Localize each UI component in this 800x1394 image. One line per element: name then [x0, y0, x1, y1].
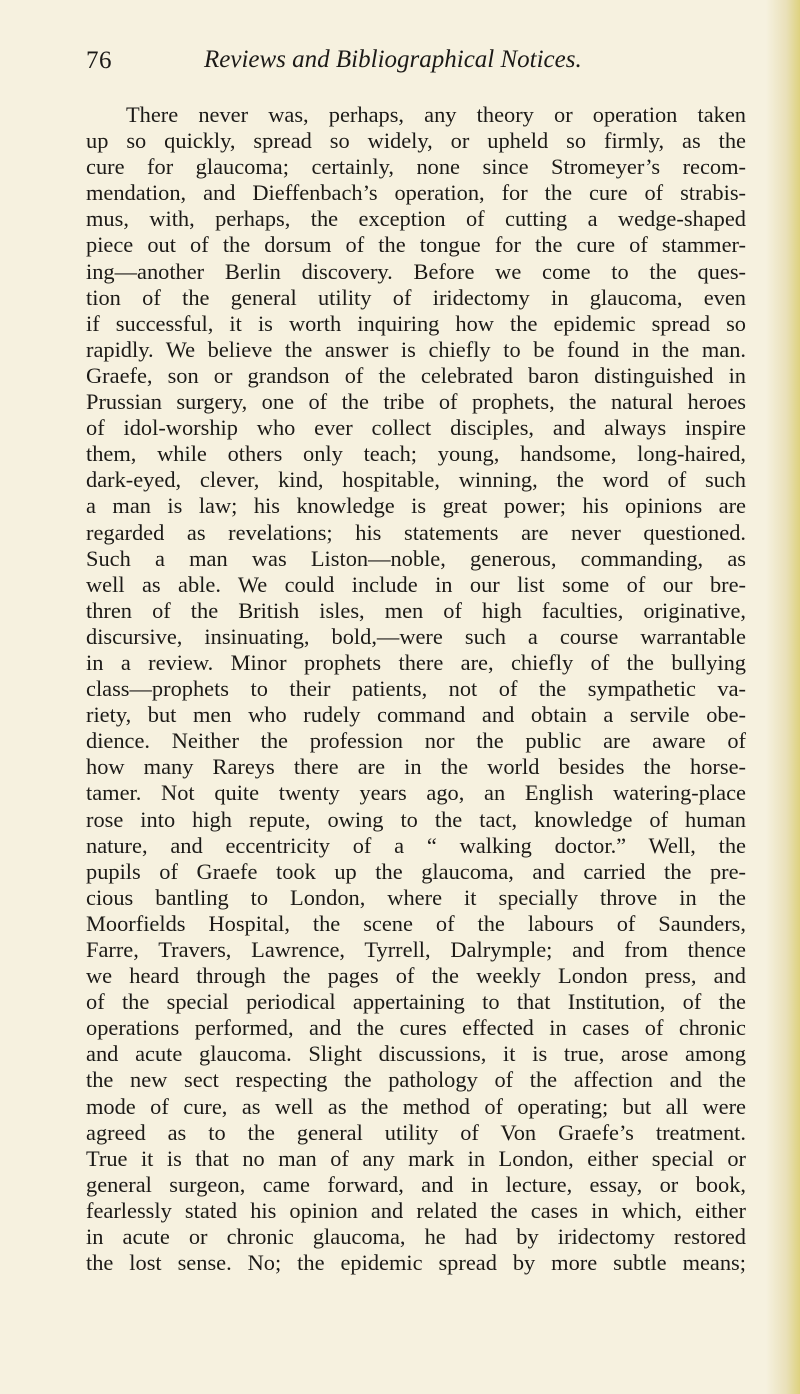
text-line: Graefe, son or grandson of the celebrated baron distinguished in — [86, 362, 746, 388]
text-line: mendation, and Dieffenbach’s operation, for the cure of strabis- — [86, 180, 746, 206]
text-line: dark-eyed, clever, kind, hospitable, winning, the word of such — [86, 467, 746, 493]
text-line: of the special periodical appertaining to that Institution, of the — [86, 989, 746, 1015]
text-line: ing—another Berlin discovery. Before we come to the ques- — [86, 258, 746, 284]
text-line: up so quickly, spread so widely, or upheld so firmly, as the — [86, 128, 746, 154]
text-line: agreed as to the general utility of Von Graefe’s treatment. — [86, 1119, 746, 1145]
text-line: a man is law; his knowledge is great power; his opinions are — [86, 493, 746, 519]
text-line: and acute glaucoma. Slight discussions, it is true, arose among — [86, 1041, 746, 1067]
text-line: well as able. We could include in our list some of our bre- — [86, 571, 746, 597]
text-line: the new sect respecting the pathology of the affection and the — [86, 1067, 746, 1093]
text-line: in acute or chronic glaucoma, he had by iridectomy restored — [86, 1224, 746, 1250]
text-line: cious bantling to London, where it specially throve in the — [86, 884, 746, 910]
text-line: Prussian surgery, one of the tribe of prophets, the natural heroes — [86, 389, 746, 415]
text-line: thren of the British isles, men of high faculties, originative, — [86, 597, 746, 623]
text-line: True it is that no man of any mark in London, either special or — [86, 1145, 746, 1171]
text-line: Farre, Travers, Lawrence, Tyrrell, Dalrymple; and from thence — [86, 937, 746, 962]
text-line: we heard through the pages of the weekly London press, and — [86, 963, 746, 989]
text-line: piece out of the dorsum of the tongue for the cure of stammer- — [86, 232, 746, 258]
running-title: Reviews and Bibliographical Notices. — [204, 46, 582, 73]
text-line: mus, with, perhaps, the exception of cutting a wedge-shaped — [86, 206, 746, 232]
text-line: in a review. Minor prophets there are, chiefly of the bullying — [86, 649, 746, 675]
text-line: the lost sense. No; the epidemic spread by more subtle means; — [86, 1250, 746, 1276]
text-line: Such a man was Liston—noble, generous, commanding, as — [86, 545, 746, 571]
running-head — [86, 47, 746, 87]
text-line: class—prophets to their patients, not of the sympathetic va- — [86, 676, 746, 702]
text-line: fearlessly stated his opinion and related the cases in which, either — [86, 1197, 746, 1223]
text-line: tion of the general utility of iridectomy in glaucoma, even — [86, 284, 746, 310]
body-paragraph — [86, 102, 746, 1276]
text-line: of idol-worship who ever collect disciples, and always inspire — [86, 415, 746, 441]
text-line: discursive, insinuating, bold,—were such a course warrantable — [86, 623, 746, 649]
text-line: rose into high repute, owing to the tact, knowledge of human — [86, 806, 746, 832]
text-line: how many Rareys there are in the world besides the horse- — [86, 754, 746, 780]
text-line: riety, but men who rudely command and obtain a servile obe- — [86, 702, 746, 728]
text-line: tamer. Not quite twenty years ago, an English watering-place — [86, 780, 746, 806]
text-line: operations performed, and the cures effected in cases of chronic — [86, 1015, 746, 1041]
text-line: dience. Neither the profession nor the public are aware of — [86, 728, 746, 754]
text-line: them, while others only teach; young, handsome, long-haired, — [86, 441, 746, 467]
page-number: 76 — [86, 47, 112, 74]
text-line: regarded as revelations; his statements are never questioned. — [86, 519, 746, 545]
text-line: nature, and eccentricity of a “ walking doctor.” Well, the — [86, 832, 746, 858]
text-line: rapidly. We believe the answer is chiefly to be found in the man. — [86, 336, 746, 362]
page-edge-shading — [766, 0, 800, 1394]
text-line: mode of cure, as well as the method of operating; but all were — [86, 1093, 746, 1119]
text-line: general surgeon, came forward, and in lecture, essay, or book, — [86, 1171, 746, 1197]
text-line: if successful, it is worth inquiring how the epidemic spread so — [86, 310, 746, 336]
text-line: cure for glaucoma; certainly, none since Stromeyer’s recom- — [86, 154, 746, 180]
text-line: There never was, perhaps, any theory or operation taken — [126, 102, 746, 127]
text-line: pupils of Graefe took up the glaucoma, and carried the pre- — [86, 858, 746, 884]
text-line: Moorfields Hospital, the scene of the labours of Saunders, — [86, 910, 746, 936]
